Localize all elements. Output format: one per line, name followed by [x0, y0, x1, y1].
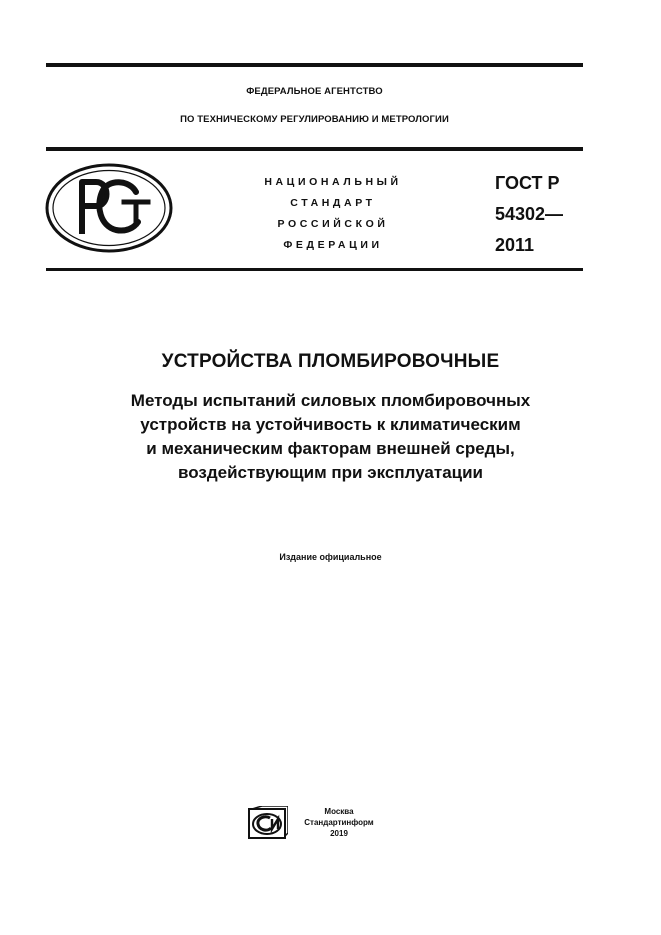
publisher-city: Москва: [324, 807, 354, 816]
standartinform-logo-icon: [248, 806, 288, 840]
agency-name-line-1: ФЕДЕРАЛЬНОЕ АГЕНТСТВО: [246, 86, 383, 97]
national-label-line-1: НАЦИОНАЛЬНЫЙ: [264, 176, 402, 188]
edition-label: Издание официальное: [279, 552, 382, 562]
designation-line-3: 2011: [495, 235, 535, 255]
document-subtitle: [0, 389, 661, 485]
national-label-line-3: РОССИЙСКОЙ: [277, 218, 389, 230]
national-standard-label: [228, 172, 438, 256]
subtitle-line-1: Методы испытаний силовых пломбировочных: [130, 391, 531, 410]
subtitle-line-3: и механическим факторам внешней среды,: [146, 439, 515, 458]
publisher-name: Стандартинформ: [304, 818, 374, 827]
document-title: УСТРОЙСТВА ПЛОМБИРОВОЧНЫЕ: [161, 351, 500, 372]
rst-certification-mark-icon: [44, 162, 174, 254]
standard-designation: [495, 168, 563, 261]
designation-line-1: ГОСТ Р: [495, 173, 560, 193]
publisher-block: [296, 806, 382, 839]
national-label-line-4: ФЕДЕРАЦИИ: [283, 239, 383, 251]
subtitle-line-4: воздействующим при эксплуатации: [177, 463, 484, 482]
agency-name-line-2: ПО ТЕХНИЧЕСКОМУ РЕГУЛИРОВАНИЮ И МЕТРОЛОГИИ: [180, 114, 449, 125]
designation-line-2: 54302—: [495, 204, 564, 224]
subtitle-line-2: устройств на устойчивость к климатическим: [140, 415, 521, 434]
top-rule: [46, 63, 583, 67]
publication-year: 2019: [330, 829, 348, 838]
national-label-line-2: СТАНДАРТ: [290, 197, 376, 209]
middle-rule: [46, 147, 583, 151]
bottom-rule: [46, 268, 583, 271]
